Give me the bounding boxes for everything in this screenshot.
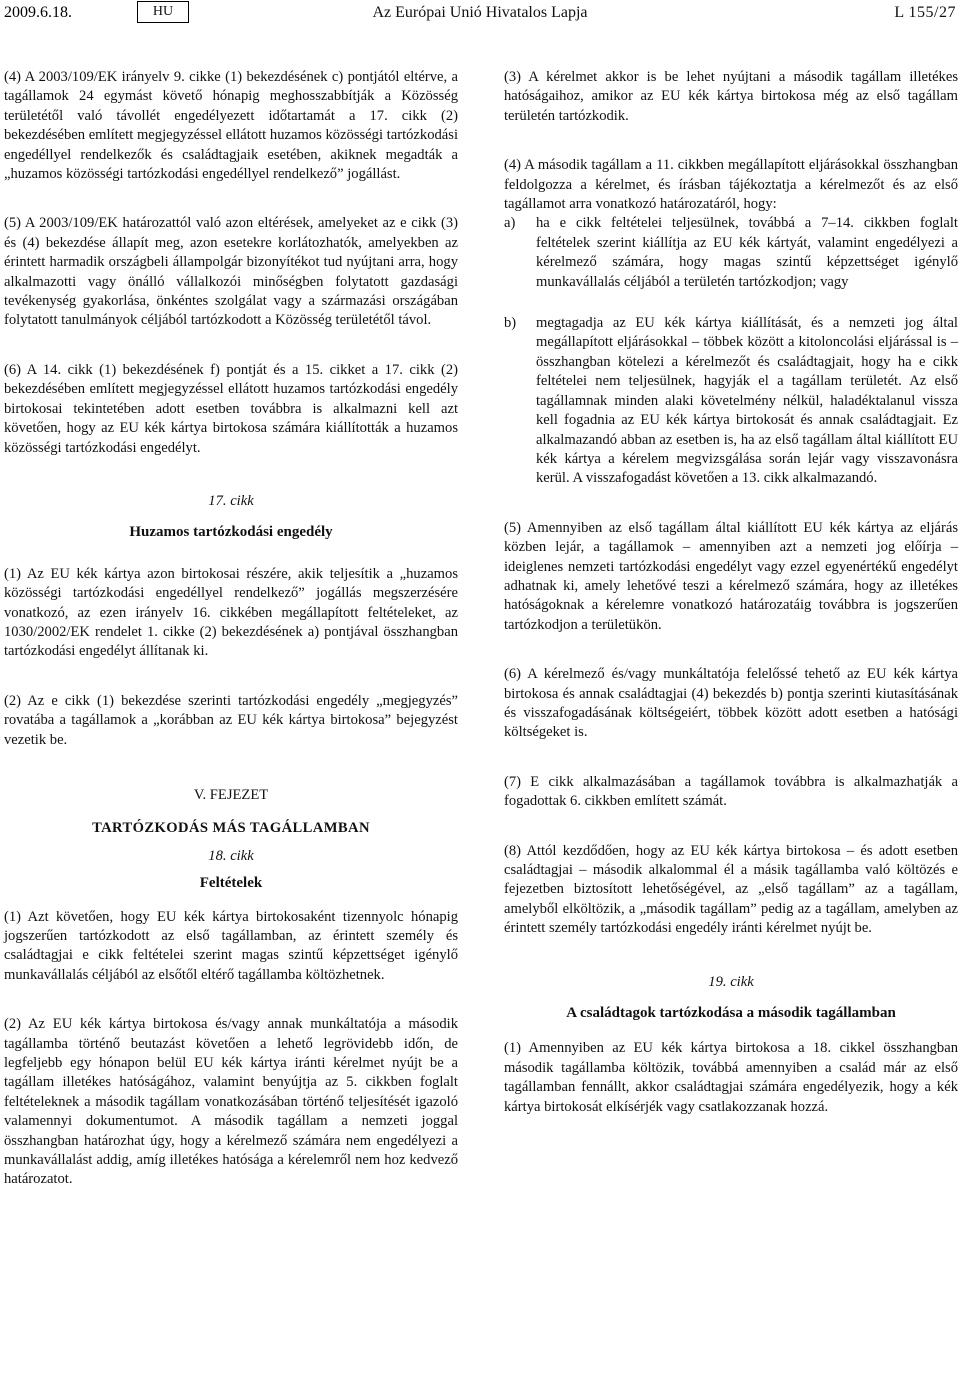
paragraph-5: (5) A 2003/109/EK határozattól való azon eltérések, amelyeket az e cikk (3) és (4) bekezdése állapít meg, azon esetekre korlátozhatók, amelyekben az érintett harmadik országbeli állampolgár bizonyítékot tud nyújtani arra, hogy alkalmazotti vagy önálló vállalkozói minőségben folytatott gazdasági tevékenység gyakorlása, önkéntes szolgálat vagy a származási országában folytatott tanulmányok céljából tartózkodott a Közösség területétől távol. bbox=[4, 215, 458, 329]
paragraph-4: (4) A 2003/109/EK irányelv 9. cikke (1) bekezdésének c) pontjától eltérve, a tagállamok 24 egymást követő hónapig meghosszabbítják a Közösség területétől való távollét engedélyezett időtartamát a 17. cikk (2) bekezdésében említett megjegyzéssel ellátott huzamos közösségi tartózkodási engedéllyel rendelkezők és családtagjaik esetében, akiknek megadták a „huzamos közösségi tartózkodási engedéllyel rendelkező” jogállást. bbox=[4, 69, 458, 183]
paragraph-6: (6) A 14. cikk (1) bekezdésének f) pontját és a 15. cikket a 17. cikk (2) bekezdésében említett megjegyzéssel ellátott huzamos tartózkodási engedély birtokosai tekintetében adott esetben továbbra is alkalmazni kell azt követően, hogy az EU kék kártya birtokosa számára kiállították a huzamos közösségi tartózkodási engedélyt. bbox=[4, 361, 458, 456]
article-17-paragraph-1: (1) Az EU kék kártya azon birtokosai részére, akik teljesítik a „huzamos közösségi tartózkodási engedéllyel rendelkező” jogállás megszerzésére vonatkozó, az ezen irányelv 16. cikkében megállapított feltételeket, az 1030/2002/EK rendelet 1. cikke (2) bekezdésének a) pontjával összhangban tartózkodási engedélyt állítanak ki. bbox=[4, 565, 458, 660]
list-item-text: ha e cikk feltételei teljesülnek, továbbá a 7–14. cikkben foglalt feltételek szerint kiállítja az EU kék kártyát, valamint engedélyezi a kérelmező számára, hogy magas szintű képzettséget igénylő munkavállalás céljából a területén tartózkodjon; vagy bbox=[536, 215, 958, 290]
decision-options-list bbox=[504, 214, 958, 488]
article-18-paragraph-1: (1) Azt követően, hogy EU kék kártya birtokosaként tizennyolc hónapig jogszerűen tartózkodott az első tagállamban, az érintett személy és családtagjai e cikk feltételei szerint magas szintű képzettséget igénylő munkavállalás céljából az elsőtől eltérő tagállamba költözhetnek. bbox=[4, 908, 458, 983]
publication-date: 2009.6.18. bbox=[4, 4, 72, 21]
page-header bbox=[0, 0, 960, 30]
article-19-number: 19. cikk bbox=[708, 973, 754, 990]
left-column bbox=[4, 68, 458, 1190]
article-18-paragraph-2: (2) Az EU kék kártya birtokosa és/vagy annak munkáltatója a második tagállamba történő beutazást követően a lehető legrövidebb időn, de legfeljebb egy hónapon belül EU kék kártya iránti kérelmet nyújt be a tagállam illetékes hatóságához, valamint benyújtja az 5. cikkben foglalt feltételeknek a második tagállam vonatkozásában történő teljesítését igazoló valamennyi dokumentumot. A második tagállam a nemzeti joggal összhangban határozhat úgy, hogy a kérelmező számára nem engedélyezi a munkavállalást addig, amíg illetékes hatósága a kérelemről nem hoz kedvező határozatot. bbox=[4, 1016, 458, 1188]
language-badge: HU bbox=[137, 1, 189, 23]
right-column bbox=[504, 68, 958, 1117]
article-18-paragraph-6: (6) A kérelmező és/vagy munkáltatója felelőssé tehető az EU kék kártya birtokosa és annak családtagjai (4) bekezdés b) pontja szerinti kiutasításának és visszafogadásának költségeiért, többek között adott esetben a hatósági költségeket is. bbox=[504, 666, 958, 741]
article-18-paragraph-8: (8) Attól kezdődően, hogy az EU kék kártya birtokosa – és adott esetben családtagjai – második alkalommal él a másik tagállamba való költözés e fejezetben biztosított lehetőségével, az „első tagállam” az a tagállam, amelyből elköltözik, a „második tagállam” pedig az a tagállam, amelyben az érintett személy tartózkodási engedély iránti kérelmet nyújt be. bbox=[504, 842, 958, 937]
article-19-title: A családtagok tartózkodása a második tagállamban bbox=[566, 1005, 896, 1022]
chapter-title: TARTÓZKODÁS MÁS TAGÁLLAMBAN bbox=[92, 820, 370, 837]
article-17-title: Huzamos tartózkodási engedély bbox=[129, 524, 333, 541]
article-17-number: 17. cikk bbox=[208, 492, 254, 509]
page-number: L 155/27 bbox=[894, 4, 956, 21]
article-18-paragraph-3: (3) A kérelmet akkor is be lehet nyújtani a második tagállam illetékes hatóságaihoz, amikor az EU kék kártya birtokosa még az első tagállam területén tartózkodik. bbox=[504, 69, 958, 124]
chapter-number: V. FEJEZET bbox=[193, 786, 269, 803]
list-marker: b) bbox=[504, 315, 517, 332]
list-item-text: megtagadja az EU kék kártya kiállítását, és a nemzeti jog által megállapított eljárásokkal – többek között a kitoloncolási eljárással is – összhangban kötelezi a kérelmezőt és családtagjait, hogy ha e cikk feltételei nem teljesülnek, hagyják el a tagállam területét. Az első tagállamnak minden alaki követelmény nélkül, haladéktalanul vissza kell fogadnia az EU kék kártya birtokosát és annak családtagjait. Ez alkalmazandó abban az esetben is, ha az első tagállam által kiállított EU kék kártya a kérelem megvizsgálása során lejár vagy visszavonásra kerül. A visszafogadást követően a 13. cikk alkalmazandó. bbox=[536, 315, 958, 487]
article-17-paragraph-2: (2) Az e cikk (1) bekezdése szerinti tartózkodási engedély „megjegyzés” rovatába a tagállamok a „korábban az EU kék kártya birtokosa” bejegyzést vezetik be. bbox=[4, 692, 458, 748]
article-18-number: 18. cikk bbox=[208, 847, 254, 864]
article-19-paragraph-1: (1) Amennyiben az EU kék kártya birtokosa a 18. cikkel összhangban második tagállamba költözik, továbbá amennyiben a család már az első tagállamban fennállt, akkor családtagjai számára engedélyezik, hogy a kék kártya birtokosát elkísérjék vagy csatlakozzanak hozzá. bbox=[504, 1040, 958, 1115]
article-18-paragraph-5: (5) Amennyiben az első tagállam által kiállított EU kék kártya az eljárás közben lejár, a tagállamok – amennyiben azt a nemzeti jog előírja – ideiglenes nemzeti tartózkodási engedélyt vagy ezzel egyenértékű engedélyt adhatnak ki, amely lehetővé teszi a kérelmező számára, hogy az illetékes hatóságoknak a kérelemre vonatkozó határozatáig továbbra is jogszerűen tartózkodjon a területükön. bbox=[504, 519, 958, 633]
article-18-title: Feltételek bbox=[199, 875, 263, 892]
list-marker: a) bbox=[504, 215, 516, 232]
article-18-paragraph-7: (7) E cikk alkalmazásában a tagállamok továbbra is alkalmazhatják a fogadottak 6. cikkben említett számát. bbox=[504, 773, 958, 810]
article-18-paragraph-4: (4) A második tagállam a 11. cikkben megállapított eljárásokkal összhangban feldolgozza a kérelmet, és írásban tájékoztatja a kérelmezőt és az első tagállamot arra vonatkozó határozatáról, hogy: bbox=[504, 157, 958, 213]
list-item bbox=[504, 214, 958, 292]
journal-title: Az Európai Unió Hivatalos Lapja bbox=[372, 4, 588, 21]
list-item bbox=[504, 314, 958, 489]
